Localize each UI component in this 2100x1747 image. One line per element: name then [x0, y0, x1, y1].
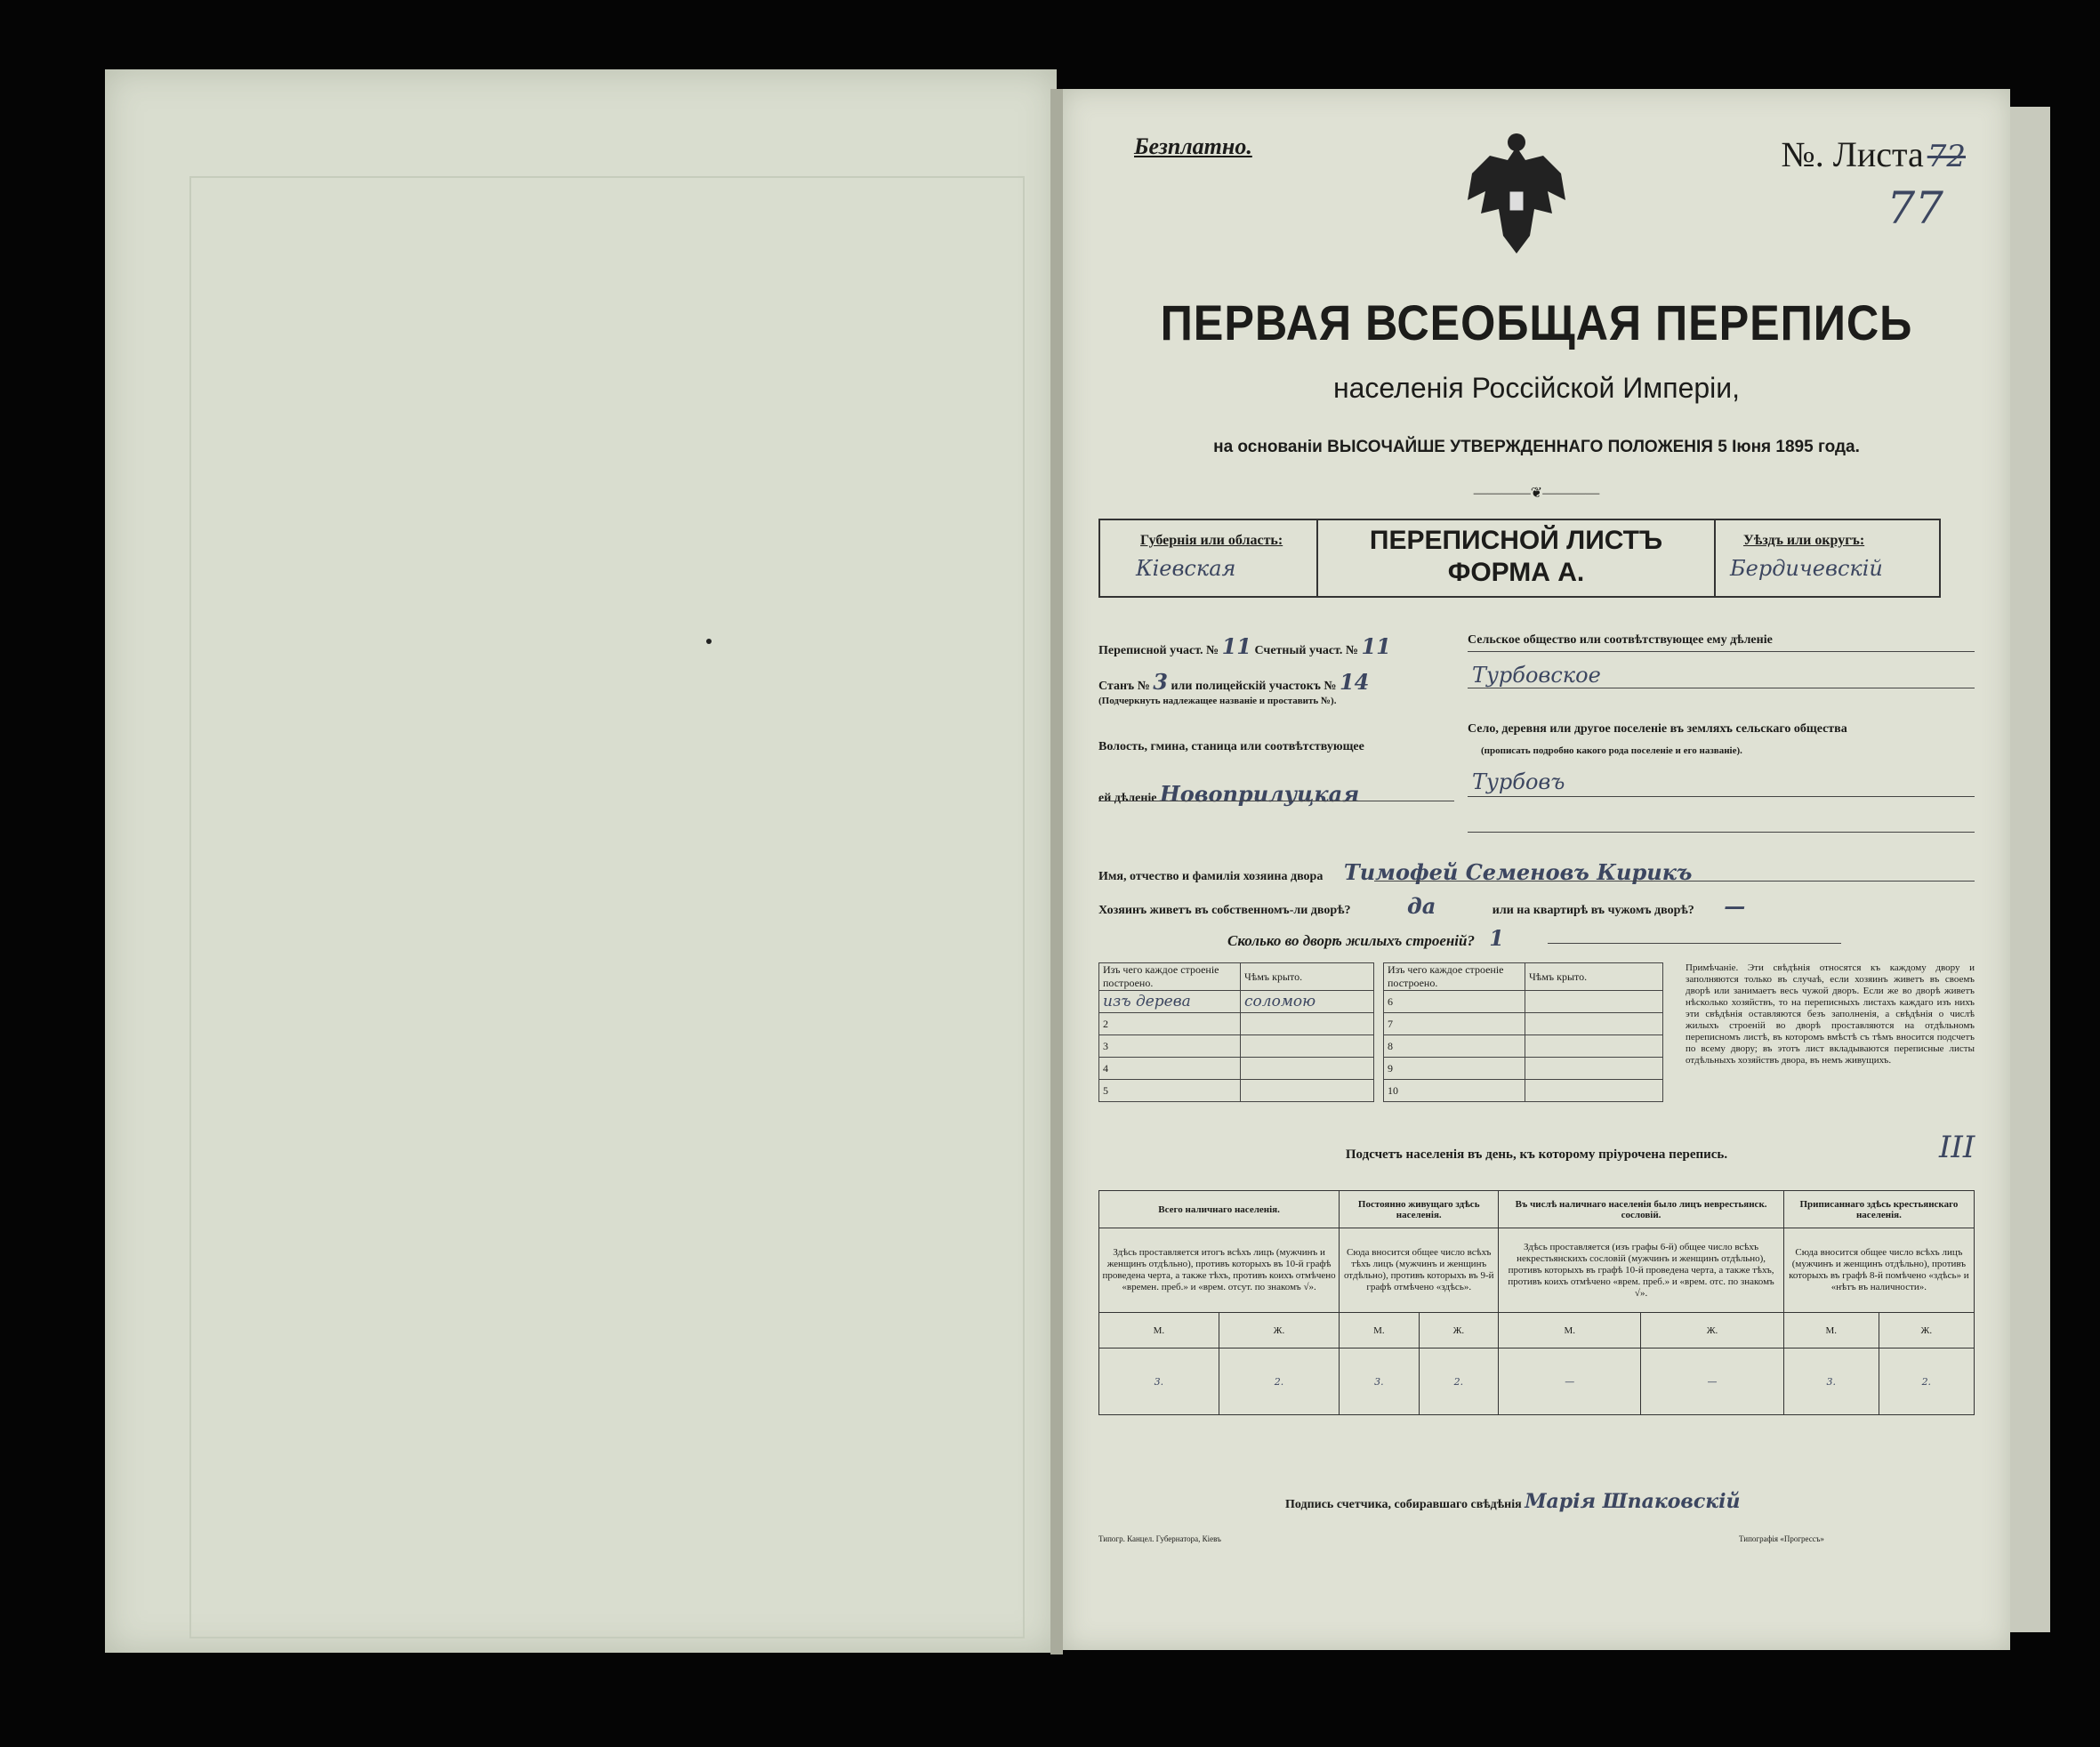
- tally-group-3-desc: Здѣсь проставляется (изъ графы 6-й) общее число всѣхъ некрестьянскихъ сословій (мужчинъ и женщинъ отдѣльно), противъ которыхъ въ графѣ 10-й проведена черта, а также тѣхъ, противъ коихъ отмѣчено «врем. преб.» и «врем. отс. по знакомъ √».: [1499, 1228, 1784, 1313]
- volost-label: Волость, гмина, станица или соотвѣтствующее: [1098, 740, 1364, 753]
- tally-m-3: М.: [1499, 1313, 1641, 1348]
- bld-row-1-material: изъ дерева: [1099, 991, 1241, 1013]
- volost-value: Новоприлуцкая: [1160, 781, 1360, 807]
- tally-value-3: 3.: [1340, 1348, 1419, 1415]
- tally-value-1: 3.: [1099, 1348, 1219, 1415]
- bld-row-3-num: 3: [1099, 1035, 1241, 1058]
- stacked-page-edges: [2010, 107, 2050, 1632]
- tally-value-6: —: [1641, 1348, 1784, 1415]
- village-value: Турбовъ: [1472, 769, 1565, 794]
- stan-row: [1098, 669, 1369, 695]
- form-title-box: [1316, 519, 1716, 598]
- population-tally-table: [1098, 1190, 1975, 1415]
- underline-note: (Подчеркнуть надлежащее названіе и проставить №).: [1098, 696, 1337, 706]
- bld-row-6-num: 6: [1384, 991, 1525, 1013]
- tally-value-8: 2.: [1879, 1348, 1974, 1415]
- census-district-row: [1098, 633, 1391, 659]
- form-title: ПЕРЕПИСНОЙ ЛИСТЪ: [1369, 526, 1663, 555]
- tally-m-1: М.: [1099, 1313, 1219, 1348]
- form-basis-line: на основаніи ВЫСОЧАЙШЕ УТВЕРЖДЕННАГО ПОЛОЖЕНІЯ 5 Іюня 1895 года.: [1213, 438, 1860, 456]
- sheet-number-block: [1782, 133, 1966, 175]
- apartment-value: —: [1724, 893, 1746, 919]
- blank-left-page: [105, 69, 1057, 1653]
- buildings-line: [1548, 943, 1841, 944]
- tally-value-4: 2.: [1419, 1348, 1499, 1415]
- village-line-2: [1468, 832, 1975, 833]
- tally-mark: III: [1939, 1130, 1975, 1165]
- uezd-value: Бердичевскій: [1730, 556, 1883, 581]
- form-subtitle: населенія Россійской Имперіи,: [1332, 372, 1741, 404]
- census-district-value: 11: [1221, 633, 1251, 659]
- owner-line: [1374, 881, 1975, 882]
- bld-row-2-roof: [1241, 1013, 1374, 1035]
- bld-row-4-num: 4: [1099, 1058, 1241, 1080]
- village-line-1: [1468, 796, 1975, 797]
- signature-label: Подпись счетчика, собиравшаго свѣдѣнія: [1285, 1498, 1522, 1511]
- lives-label: Хозяинъ живетъ въ собственномъ-ли дворѣ?: [1098, 904, 1351, 917]
- bld-col-roof-2: Чѣмъ крыто.: [1525, 963, 1663, 991]
- gubernia-value: Кіевская: [1136, 556, 1236, 581]
- tally-group-1-desc: Здѣсь проставляется итогъ всѣхъ лицъ (мужчинъ и женщинъ отдѣльно), противъ которыхъ въ 10-й графѣ проведена черта, а также тѣхъ, противъ коихъ отмѣчено «времен. преб.» и «врем. отсут. по знакомъ √».: [1099, 1228, 1340, 1313]
- bld-row-10-roof: [1525, 1080, 1663, 1102]
- signature-row: [1285, 1490, 1741, 1513]
- police-district-label: или полицейскій участокъ №: [1171, 680, 1337, 693]
- society-label-line: [1468, 651, 1975, 652]
- buildings-note: Примѣчаніе. Эти свѣдѣнія относятся къ каждому двору и заполняются только въ случаѣ, если хозяинъ живетъ въ своемъ дворѣ или занимаетъ весь чужой дворъ. Если же во дворѣ живетъ нѣсколько хозяйствъ, то на переписныхъ листахъ каждаго изъ нихъ эти свѣдѣнія оставляются безъ заполненія, а свѣдѣнія о числѣ жилыхъ строеній во дворѣ проставляются на отдѣльномъ переписномъ листѣ, въ которомъ вмѣстѣ съ тѣмъ вносится подсчетъ по всему двору; въ этотъ лист вкладываются переписные листы отдѣльныхъ хозяйствъ двора, въ немъ живущихъ.: [1686, 962, 1975, 1066]
- village-note: (прописать подробно какого рода поселеніе и его названіе).: [1481, 745, 1742, 756]
- police-district-value: 14: [1339, 669, 1370, 695]
- tally-group-3-title: Въ числѣ наличнаго населенія было лицъ неврестьянск. сословій.: [1499, 1191, 1784, 1228]
- village-label: Село, деревня или другое поселеніе въ земляхъ сельскаго общества: [1468, 722, 1847, 736]
- tally-f-4: Ж.: [1879, 1313, 1974, 1348]
- tally-m-4: М.: [1783, 1313, 1879, 1348]
- bld-row-10-num: 10: [1384, 1080, 1525, 1102]
- footer-printer-left: Типогр. Канцел. Губернатора, Кіевъ: [1098, 1534, 1221, 1543]
- buildings-table-left: [1098, 962, 1374, 1102]
- bld-row-8-num: 8: [1384, 1035, 1525, 1058]
- tally-group-2-desc: Сюда вносится общее число всѣхъ тѣхъ лицъ (мужчинъ и женщинъ отдѣльно), противъ которыхъ въ 9-й графѣ отмѣчено «здѣсь».: [1340, 1228, 1499, 1313]
- bld-row-3-roof: [1241, 1035, 1374, 1058]
- buildings-table-right: [1383, 962, 1663, 1102]
- sheet-number-label: №. Листа: [1781, 134, 1924, 174]
- tally-value-2: 2.: [1219, 1348, 1339, 1415]
- tally-f-3: Ж.: [1641, 1313, 1784, 1348]
- form-type: ФОРМА А.: [1447, 558, 1585, 587]
- tally-group-4-title: Приписаннаго здѣсь крестьянскаго населенія.: [1783, 1191, 1974, 1228]
- ink-dot: [706, 639, 712, 644]
- bld-row-5-num: 5: [1099, 1080, 1241, 1102]
- gubernia-box: [1098, 519, 1318, 598]
- bld-row-6-roof: [1525, 991, 1663, 1013]
- sheet-number-new: 77: [1887, 182, 1943, 234]
- bld-row-4-roof: [1241, 1058, 1374, 1080]
- bld-row-8-roof: [1525, 1035, 1663, 1058]
- bld-col-material: Изъ чего каждое строеніе построено.: [1099, 963, 1241, 991]
- tally-f-2: Ж.: [1419, 1313, 1499, 1348]
- bld-row-5-roof: [1241, 1080, 1374, 1102]
- tally-group-1-title: Всего наличнаго населенія.: [1099, 1191, 1340, 1228]
- sheet-number-old: 72: [1927, 139, 1966, 174]
- footer-printer-right: Типографія «Прогрессъ»: [1739, 1534, 1824, 1543]
- census-district-label: Переписной участ. №: [1098, 644, 1219, 657]
- free-of-charge-label: Безплатно.: [1134, 133, 1252, 159]
- volost-row: [1098, 781, 1359, 807]
- binding-edge: [1050, 89, 1063, 1654]
- bld-row-7-num: 7: [1384, 1013, 1525, 1035]
- tally-value-5: —: [1499, 1348, 1641, 1415]
- count-district-value: 11: [1361, 633, 1391, 659]
- bld-row-1-roof: соломою: [1241, 991, 1374, 1013]
- bld-col-roof: Чѣмъ крыто.: [1241, 963, 1374, 991]
- tally-m-2: М.: [1340, 1313, 1419, 1348]
- left-page-border: [189, 176, 1025, 1638]
- imperial-eagle-emblem: [1454, 129, 1579, 271]
- lives-value: да: [1407, 893, 1436, 919]
- volost-label-2: ей дѣленіе: [1098, 792, 1157, 805]
- count-district-label: Счетный участ. №: [1254, 644, 1358, 657]
- lives-row: [1098, 893, 1745, 919]
- ornament-divider: ————❦————: [1473, 486, 1600, 501]
- uezd-box: [1712, 519, 1941, 598]
- tally-heading: Подсчетъ населенія въ день, къ которому пріурочена перепись.: [1345, 1147, 1728, 1162]
- bld-row-9-num: 9: [1384, 1058, 1525, 1080]
- society-value: Турбовское: [1472, 663, 1601, 688]
- bld-row-9-roof: [1525, 1058, 1663, 1080]
- bld-row-2-num: 2: [1099, 1013, 1241, 1035]
- stan-value: 3: [1153, 669, 1168, 695]
- tally-group-2-title: Постоянно живущаго здѣсь населенія.: [1340, 1191, 1499, 1228]
- owner-label: Имя, отчество и фамилія хозяина двора: [1098, 870, 1324, 883]
- buildings-label: Сколько во дворѣ жилыхъ строеній?: [1227, 932, 1475, 949]
- tally-group-4-desc: Сюда вносится общее число всѣхъ лицъ (мужчинъ и женщинъ отдѣльно), противъ которыхъ въ графѣ 8-й помѣчено «здѣсь» и «нѣтъ въ наличности».: [1783, 1228, 1974, 1313]
- bld-row-7-roof: [1525, 1013, 1663, 1035]
- apartment-label: или на квартирѣ въ чужомъ дворѣ?: [1492, 904, 1694, 917]
- signature-value: Марія Шпаковскій: [1525, 1490, 1741, 1513]
- owner-value: Тимофей Семеновъ Кирикъ: [1343, 859, 1693, 885]
- form-main-title: ПЕРВАЯ ВСЕОБЩАЯ ПЕРЕПИСЬ: [1160, 294, 1913, 350]
- uezd-label: Уѣздъ или округъ:: [1743, 533, 1865, 548]
- stan-label: Станъ №: [1098, 680, 1150, 693]
- bld-col-material-2: Изъ чего каждое строеніе построено.: [1384, 963, 1525, 991]
- society-label: Сельское общество или соотвѣтствующее ему дѣленіе: [1468, 633, 1773, 647]
- buildings-row: [1227, 925, 1504, 951]
- census-form-page: [1063, 89, 2010, 1650]
- tally-value-7: 3.: [1783, 1348, 1879, 1415]
- tally-f-1: Ж.: [1219, 1313, 1339, 1348]
- gubernia-label: Губернія или область:: [1140, 533, 1283, 548]
- buildings-value: 1: [1489, 925, 1504, 951]
